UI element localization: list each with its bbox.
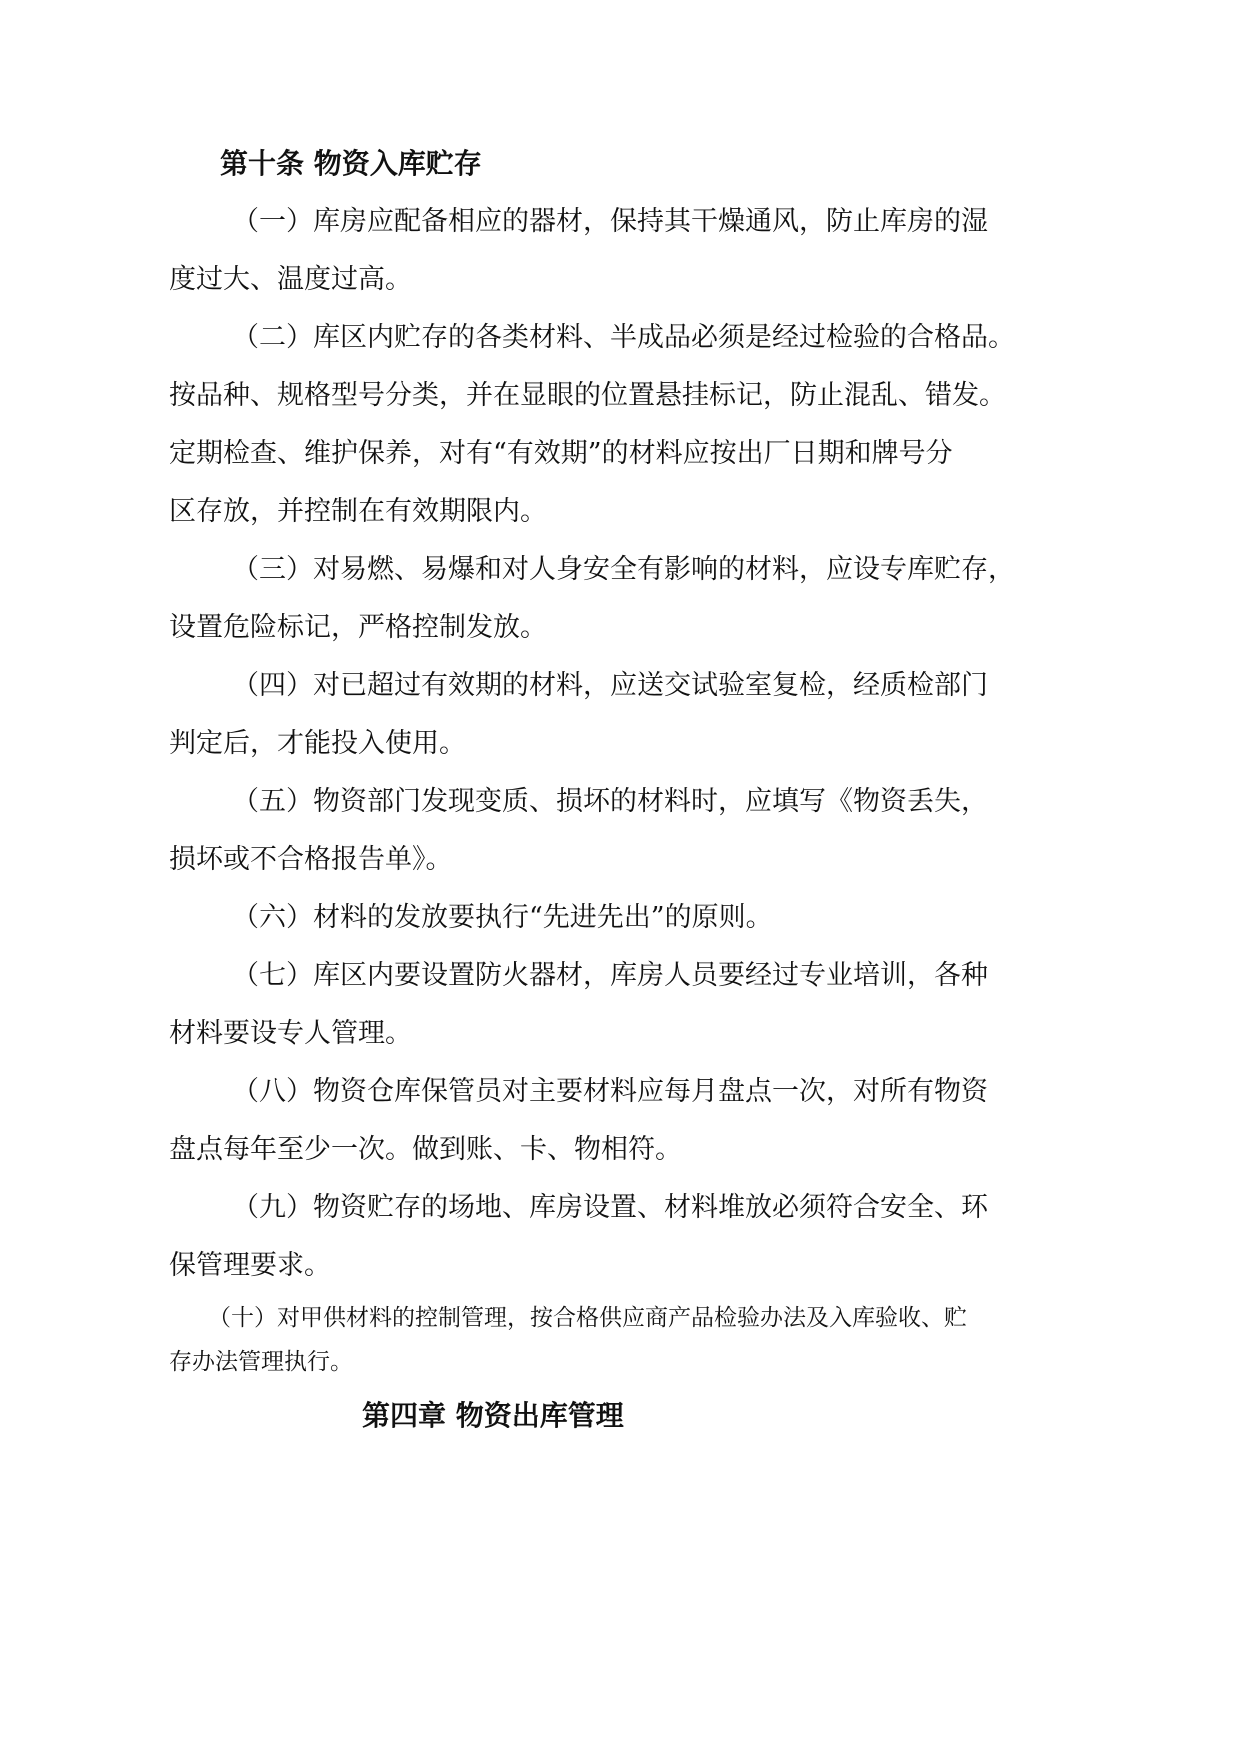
- paragraph-3-line-2: 设置危险标记，严格控制发放。: [169, 612, 547, 643]
- paragraph-6-line-1: （六）材料的发放要执行“先进先出”的原则。: [232, 902, 773, 933]
- paragraph-4-line-2: 判定后，才能投入使用。: [169, 728, 466, 759]
- paragraph-2-line-4: 区存放，并控制在有效期限内。: [169, 496, 547, 527]
- paragraph-4-line-1: （四）对已超过有效期的材料，应送交试验室复检，经质检部门: [232, 670, 988, 701]
- paragraph-8-line-1: （八）物资仓库保管员对主要材料应每月盘点一次，对所有物资: [232, 1076, 988, 1107]
- paragraph-2-line-1: （二）库区内贮存的各类材料、半成品必须是经过检验的合格品。: [232, 322, 1015, 353]
- paragraph-9-line-1: （九）物资贮存的场地、库房设置、材料堆放必须符合安全、环: [232, 1192, 988, 1223]
- paragraph-9-line-2: 保管理要求。: [169, 1250, 331, 1281]
- article-title: 第十条 物资入库贮存: [220, 147, 482, 180]
- paragraph-10-line-2: 存办法管理执行。: [169, 1349, 353, 1375]
- paragraph-5-line-2: 损坏或不合格报告单》。: [169, 844, 453, 875]
- paragraph-7-line-1: （七）库区内要设置防火器材，库房人员要经过专业培训，各种: [232, 960, 988, 991]
- paragraph-2-line-2: 按品种、规格型号分类，并在显眼的位置悬挂标记，防止混乱、错发。: [169, 380, 1006, 411]
- paragraph-10-line-1: （十）对甲供材料的控制管理，按合格供应商产品检验办法及入库验收、贮: [208, 1305, 967, 1331]
- paragraph-1-line-1: （一）库房应配备相应的器材，保持其干燥通风，防止库房的湿: [232, 206, 988, 237]
- paragraph-8-line-2: 盘点每年至少一次。做到账、卡、物相符。: [169, 1134, 682, 1165]
- paragraph-3-line-1: （三）对易燃、易爆和对人身安全有影响的材料，应设专库贮存，: [232, 554, 1015, 585]
- paragraph-7-line-2: 材料要设专人管理。: [169, 1018, 412, 1049]
- chapter-title: 第四章 物资出库管理: [362, 1399, 624, 1432]
- paragraph-5-line-1: （五）物资部门发现变质、损坏的材料时，应填写《物资丢失，: [232, 786, 988, 817]
- paragraph-1-line-2: 度过大、温度过高。: [169, 264, 412, 295]
- paragraph-2-line-3: 定期检查、维护保养，对有“有效期”的材料应按出厂日期和牌号分: [169, 438, 953, 469]
